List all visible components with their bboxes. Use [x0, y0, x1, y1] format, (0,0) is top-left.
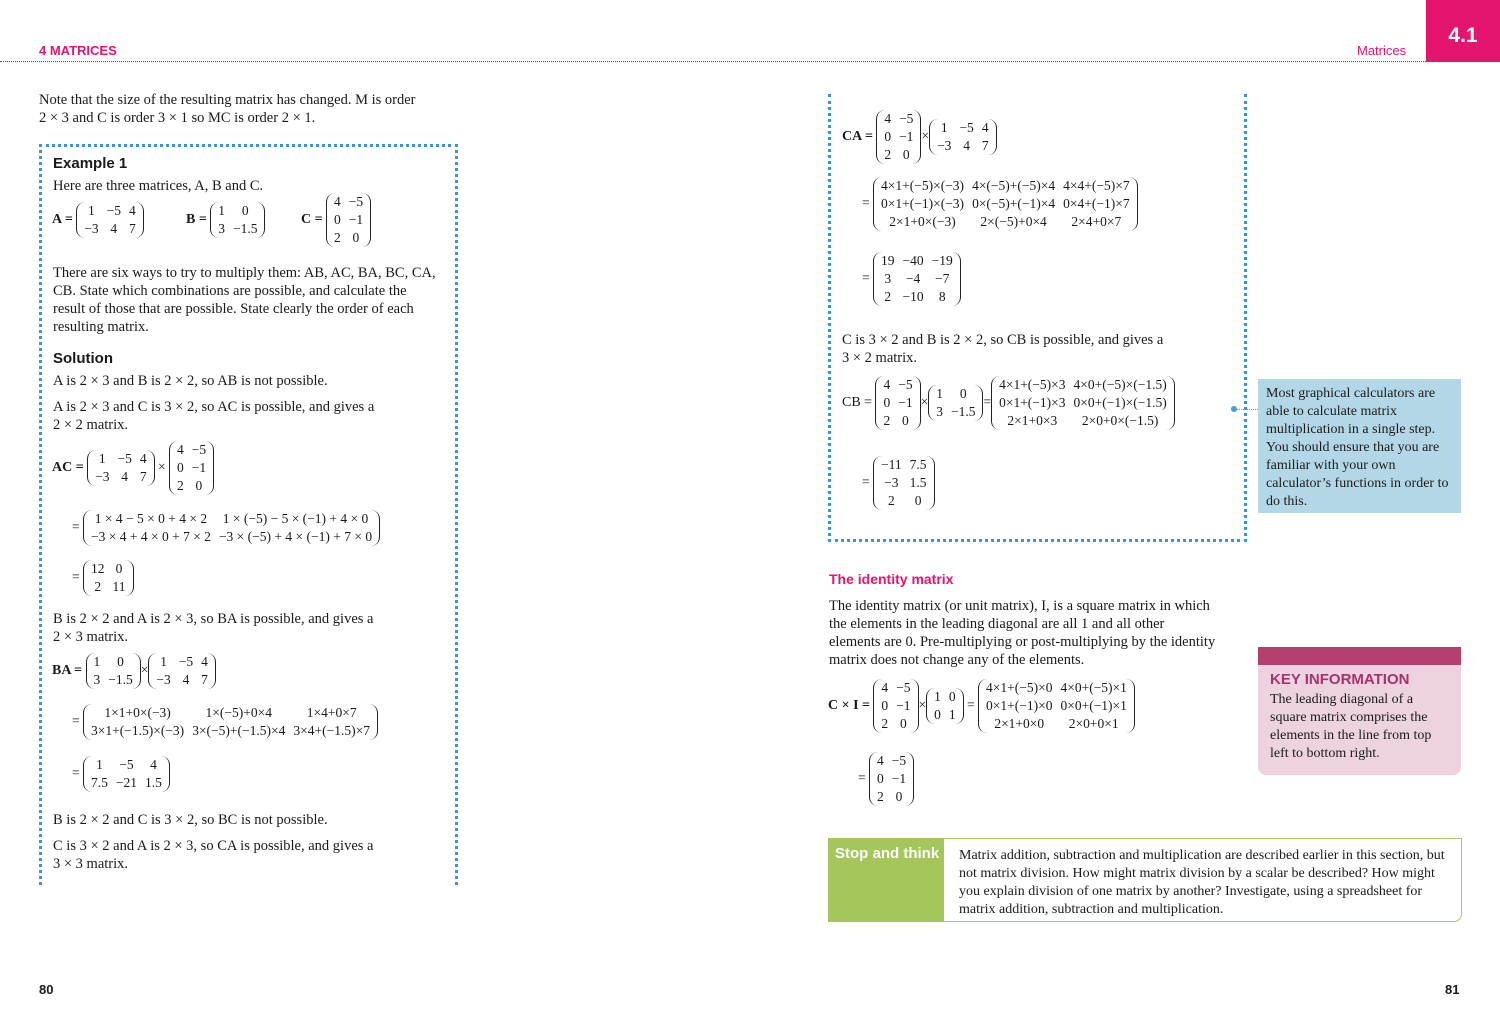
- matrix-cell: −5: [899, 111, 914, 126]
- matrix-cell: 0: [117, 654, 124, 669]
- matrix-cell: 0×1+(−1)×3: [999, 395, 1066, 410]
- stop-and-think-label: Stop and think: [829, 839, 944, 921]
- matrix-cell: 0: [948, 689, 956, 704]
- matrix-cell: −4: [905, 271, 921, 286]
- key-information-title: KEY INFORMATION: [1270, 671, 1410, 688]
- matrix-cell: 1×4+0×7: [306, 705, 357, 720]
- matrix-cell: 2: [881, 716, 889, 731]
- matrix-cell: 7: [139, 469, 147, 484]
- key-information-box: [1258, 647, 1461, 775]
- matrix-cell: 0: [195, 478, 203, 493]
- matrix-cell: 2×1+0×(−3): [889, 214, 956, 229]
- matrix-cell: 0×0+(−1)×1: [1060, 698, 1127, 713]
- matrix-cell: 2: [877, 789, 884, 804]
- matrix-cell: −7: [935, 271, 950, 286]
- matrix-cell: 4: [182, 672, 190, 687]
- ba-equation: BA = 1 0 3 −1.5 × 1 −5 4 −3 4 7: [52, 653, 216, 689]
- matrix-cell: 3×4+(−1.5)×7: [293, 723, 370, 738]
- matrix-cell: 4: [884, 111, 892, 126]
- matrix-cell: 1: [218, 203, 225, 218]
- matrix-cell: 0: [881, 698, 889, 713]
- matrix-B: [186, 202, 265, 238]
- matrix-cell: 4×1+(−5)×3: [999, 377, 1066, 392]
- matrix-cell: 0: [914, 493, 922, 508]
- matrix-cell: 2: [333, 230, 341, 245]
- bc-text: B is 2 × 2 and C is 3 × 2, so BC is not possible.: [53, 812, 328, 828]
- key-information-bar: [1258, 647, 1461, 665]
- matrix-cell: 0×1+(−1)×0: [986, 698, 1053, 713]
- ca-text: C is 3 × 2 and A is 2 × 3, so CA is possible, and gives a 3 × 3 matrix.: [53, 838, 374, 872]
- matrix-label: A =: [52, 212, 73, 228]
- matrix-cell: 0: [877, 771, 884, 786]
- ca-step: = 4×1+(−5)×(−3) 4×(−5)+(−5)×4 4×4+(−5)×7 0×1+(−1)×(−3) 0×(−5)+(−1)×4 0×4+(−1)×7 2×1+0×(−3) 2×(−5)+0×4 2×4+0×7: [862, 177, 1138, 231]
- matrix-cell: −1.5: [232, 221, 258, 236]
- matrix-cell: 2: [94, 579, 102, 594]
- matrix-cell: −5: [106, 203, 121, 218]
- ci-result: = 4 −5 0 −1 2 0: [858, 752, 914, 806]
- matrix-cell: 1.5: [145, 775, 162, 790]
- matrix-C: [301, 193, 371, 247]
- section-header: Matrices: [1357, 43, 1407, 58]
- matrix-cell: −5: [117, 451, 132, 466]
- matrix-cell: 1×(−5)+0×4: [205, 705, 272, 720]
- matrix-cell: 0: [895, 789, 903, 804]
- matrix-cell: 1: [96, 757, 103, 772]
- matrix-cell: −5: [896, 680, 911, 695]
- matrix-cell: −1: [348, 212, 364, 227]
- matrix-cell: 3×1+(−1.5)×(−3): [91, 723, 185, 738]
- matrix-cell: 2×4+0×7: [1071, 214, 1122, 229]
- matrix-cell: 4: [963, 138, 970, 153]
- matrix-cell: 4×1+(−5)×0: [986, 680, 1053, 695]
- matrix-cell: 2: [887, 493, 895, 508]
- matrix-cell: 4: [139, 451, 147, 466]
- matrix-cell: −5: [178, 654, 194, 669]
- matrix-cell: −10: [902, 289, 924, 304]
- matrix-cell: 0×(−5)+(−1)×4: [972, 196, 1056, 211]
- ca-equation: CA = 4 −5 0 −1 2 0 × 1 −5 4 −3 4 7: [842, 110, 997, 164]
- matrix-cell: −3: [937, 138, 952, 153]
- intro-line: Note that the size of the resulting matrix has changed. M is order: [39, 92, 416, 108]
- matrix-cell: −21: [115, 775, 137, 790]
- matrix-cell: 1: [93, 654, 101, 669]
- matrix-cell: 1: [88, 203, 95, 218]
- matrix-cell: −3: [156, 672, 171, 687]
- matrix-cell: 1: [98, 451, 106, 466]
- matrix-cell: −3 × (−5) + 4 × (−1) + 7 × 0: [218, 529, 373, 544]
- matrix-cell: 2: [176, 478, 184, 493]
- matrix-cell: 7.5: [909, 457, 927, 472]
- matrix-cell: 19: [881, 253, 895, 268]
- matrix-cell: −1.5: [108, 672, 133, 687]
- matrix-cell: 7: [201, 672, 208, 687]
- matrix-cell: −5: [348, 194, 364, 209]
- matrix-cell: 4: [121, 469, 129, 484]
- section-tab: 4.1: [1426, 0, 1500, 62]
- matrix-cell: 2×1+0×3: [1007, 413, 1058, 428]
- ba-text: B is 2 × 2 and A is 2 × 3, so BA is possible, and gives a 2 × 3 matrix.: [53, 611, 374, 645]
- ba-result: = 1 −5 4 7.5 −21 1.5: [72, 756, 170, 792]
- matrix-cell: 1: [936, 386, 943, 401]
- matrix-cell: −1: [891, 771, 907, 786]
- matrix-cell: 0: [241, 203, 249, 218]
- matrix-cell: 4: [881, 680, 889, 695]
- matrix-cell: 0×1+(−1)×(−3): [881, 196, 965, 211]
- matrix-cell: 0: [934, 707, 941, 722]
- matrix-cell: 0: [176, 460, 184, 475]
- matrix-cell: 0: [352, 230, 360, 245]
- matrix-cell: 7: [981, 138, 989, 153]
- matrix-label: B =: [186, 212, 207, 228]
- identity-text: The identity matrix (or unit matrix), I, is a square matrix in which the elements in the leading diagonal are all 1 and all other elements are 0. Pre-multiplying or post-multiplying by the identity matrix does not change any of the elements.: [829, 598, 1216, 668]
- calculator-note-text: Most graphical calculators are able to calculate matrix multiplication in a single step. You should ensure that you are familiar with your own calculator’s functions in order to do this.: [1266, 386, 1449, 509]
- matrix-cell: 4: [883, 377, 891, 392]
- ac-equation: AC = 1 −5 4 −3 4 7 × 4 −5 0 −1 2 0: [52, 441, 214, 495]
- matrix-cell: −1: [898, 395, 913, 410]
- chapter-header: 4 MATRICES: [39, 43, 117, 58]
- matrix-cell: −40: [902, 253, 924, 268]
- ac-step: = 1 × 4 − 5 × 0 + 4 × 2 1 × (−5) − 5 × (−1) + 4 × 0 −3 × 4 + 4 × 0 + 7 × 2 −3 × (−5) + 4 × (−1) + 7 × 0: [72, 510, 380, 546]
- matrix-cell: 8: [938, 289, 946, 304]
- matrix-cell: 4: [201, 654, 208, 669]
- matrix-cell: −1: [899, 129, 914, 144]
- page-number-right: 81: [1445, 982, 1460, 997]
- example-intro: Here are three matrices, A, B and C.: [53, 178, 264, 194]
- matrix-cell: 1×1+0×(−3): [104, 705, 171, 720]
- matrix-cell: 3: [884, 271, 892, 286]
- matrix-cell: 0: [959, 386, 967, 401]
- ac-text: A is 2 × 3 and C is 3 × 2, so AC is possible, and gives a 2 × 2 matrix.: [53, 399, 375, 433]
- matrix-label: C =: [301, 212, 323, 228]
- matrix-cell: 12: [91, 561, 105, 576]
- calculator-note: [1258, 379, 1461, 513]
- matrix-cell: 4: [877, 753, 884, 768]
- matrix-cell: 0: [115, 561, 123, 576]
- matrix-cell: 3: [93, 672, 101, 687]
- matrix-cell: 2: [884, 147, 892, 162]
- matrix-cell: 0×4+(−1)×7: [1063, 196, 1130, 211]
- ca-result: = 19 −40 −19 3 −4 −7 2 −10 8: [862, 252, 961, 306]
- intro-text: [39, 91, 459, 127]
- matrix-cell: 7.5: [91, 775, 108, 790]
- matrix-cell: −5: [191, 442, 207, 457]
- matrix-cell: 2×(−5)+0×4: [980, 214, 1047, 229]
- example-title: Example 1: [53, 155, 128, 172]
- matrix-body: [214, 202, 261, 238]
- connector-line: [1234, 409, 1258, 410]
- matrix-A: [52, 202, 144, 238]
- header-rule: [0, 61, 1426, 62]
- matrix-cell: 1: [160, 654, 167, 669]
- matrix-cell: 2×0+0×(−1.5): [1081, 413, 1159, 428]
- matrix-cell: −5: [891, 753, 907, 768]
- matrix-cell: 2×0+0×1: [1068, 716, 1119, 731]
- matrix-cell: 0: [902, 413, 909, 428]
- matrix-cell: 1: [948, 707, 956, 722]
- cb-text: C is 3 × 2 and B is 2 × 2, so CB is possible, and gives a 3 × 2 matrix.: [842, 332, 1164, 366]
- matrix-cell: 3×(−5)+(−1.5)×4: [192, 723, 286, 738]
- matrix-cell: 2: [884, 289, 892, 304]
- identity-title: The identity matrix: [829, 571, 954, 587]
- matrix-cell: 4: [150, 757, 157, 772]
- matrix-cell: 4×(−5)+(−5)×4: [972, 178, 1056, 193]
- matrix-cell: 4: [110, 221, 118, 236]
- matrix-cell: 1 × (−5) − 5 × (−1) + 4 × 0: [222, 511, 369, 526]
- cb-equation: CB = 4 −5 0 −1 2 0 × 1 0 3 −1.5 = 4×1+(−5)×3 4×0+(−5)×(−1.5) 0×1+(−1)×3 0×0+(−1)×(−1.5) 2×1+0×3 2×0+0×(−1.5): [842, 376, 1175, 430]
- matrix-cell: 2: [883, 413, 891, 428]
- matrix-cell: 0: [333, 212, 341, 227]
- matrix-cell: 4×1+(−5)×(−3): [881, 178, 965, 193]
- ba-step: = 1×1+0×(−3) 1×(−5)+0×4 1×4+0×7 3×1+(−1.5)×(−3) 3×(−5)+(−1.5)×4 3×4+(−1.5)×7: [72, 704, 378, 740]
- ci-equation: C × I = 4 −5 0 −1 2 0 × 1 0 0 1 = 4×1+(−5)×0 4×0+(−5)×1 0×1+(−1)×0 0×0+(−1)×1 2×1+0×0 2×0+0×1: [828, 679, 1135, 733]
- example-question: There are six ways to try to multiply them: AB, AC, BA, BC, CA, CB. State which combinations are possible, and calculate the result of those that are possible. State clearly the order of each resulting matrix.: [53, 265, 436, 335]
- matrix-cell: −1: [896, 698, 911, 713]
- matrix-cell: 4: [333, 194, 341, 209]
- matrix-cell: −5: [119, 757, 134, 772]
- stop-and-think-box: [828, 838, 1462, 922]
- matrix-cell: 0: [884, 129, 892, 144]
- matrix-cell: 2×1+0×0: [994, 716, 1045, 731]
- matrix-cell: −5: [898, 377, 913, 392]
- matrix-cell: −1.5: [950, 404, 976, 419]
- matrix-cell: 0: [883, 395, 891, 410]
- matrix-cell: 7: [128, 221, 136, 236]
- matrix-cell: 0: [902, 147, 910, 162]
- matrix-body: [330, 193, 367, 247]
- matrix-cell: 3: [218, 221, 225, 236]
- matrix-cell: −3 × 4 + 4 × 0 + 7 × 2: [91, 529, 211, 544]
- stop-and-think-text: Matrix addition, subtraction and multiplication are described earlier in this section, but not matrix division. How might matrix division by a scalar be described? How might you explain division of one matrix by another? Investigate, using a spreadsheet for matrix addition, subtraction and multiplication.: [959, 848, 1445, 917]
- ab-text: A is 2 × 3 and B is 2 × 2, so AB is not possible.: [53, 373, 328, 389]
- matrix-cell: 3: [936, 404, 943, 419]
- matrix-cell: 4: [176, 442, 184, 457]
- matrix-cell: 11: [112, 579, 126, 594]
- matrix-cell: −3: [84, 221, 99, 236]
- matrix-cell: −11: [881, 457, 902, 472]
- matrix-cell: 1.5: [909, 475, 927, 490]
- ac-result: = 12 0 2 11: [72, 560, 134, 596]
- matrix-cell: 1 × 4 − 5 × 0 + 4 × 2: [94, 511, 208, 526]
- matrix-cell: −3: [884, 475, 899, 490]
- matrix-cell: −5: [959, 120, 974, 135]
- solution-title: Solution: [53, 350, 113, 367]
- matrix-cell: 0×0+(−1)×(−1.5): [1073, 395, 1167, 410]
- matrix-cell: 4×0+(−5)×(−1.5): [1073, 377, 1167, 392]
- matrix-cell: 4×4+(−5)×7: [1063, 178, 1130, 193]
- matrix-cell: 4: [128, 203, 136, 218]
- matrix-cell: 4×0+(−5)×1: [1060, 680, 1127, 695]
- matrix-body: [80, 202, 140, 238]
- page-number-left: 80: [39, 982, 54, 997]
- key-information-text: The leading diagonal of a square matrix comprises the elements in the line from top left to bottom right.: [1270, 692, 1432, 761]
- matrix-cell: 4: [981, 120, 989, 135]
- intro-line: 2 × 3 and C is order 3 × 1 so MC is order 2 × 1.: [39, 110, 316, 126]
- matrix-cell: 1: [940, 120, 948, 135]
- matrix-cell: −19: [931, 253, 953, 268]
- matrix-cell: 0: [899, 716, 907, 731]
- matrix-cell: 1: [934, 689, 941, 704]
- matrix-cell: −3: [95, 469, 110, 484]
- matrix-cell: −1: [191, 460, 207, 475]
- cb-result: = −11 7.5 −3 1.5 2 0: [862, 456, 935, 510]
